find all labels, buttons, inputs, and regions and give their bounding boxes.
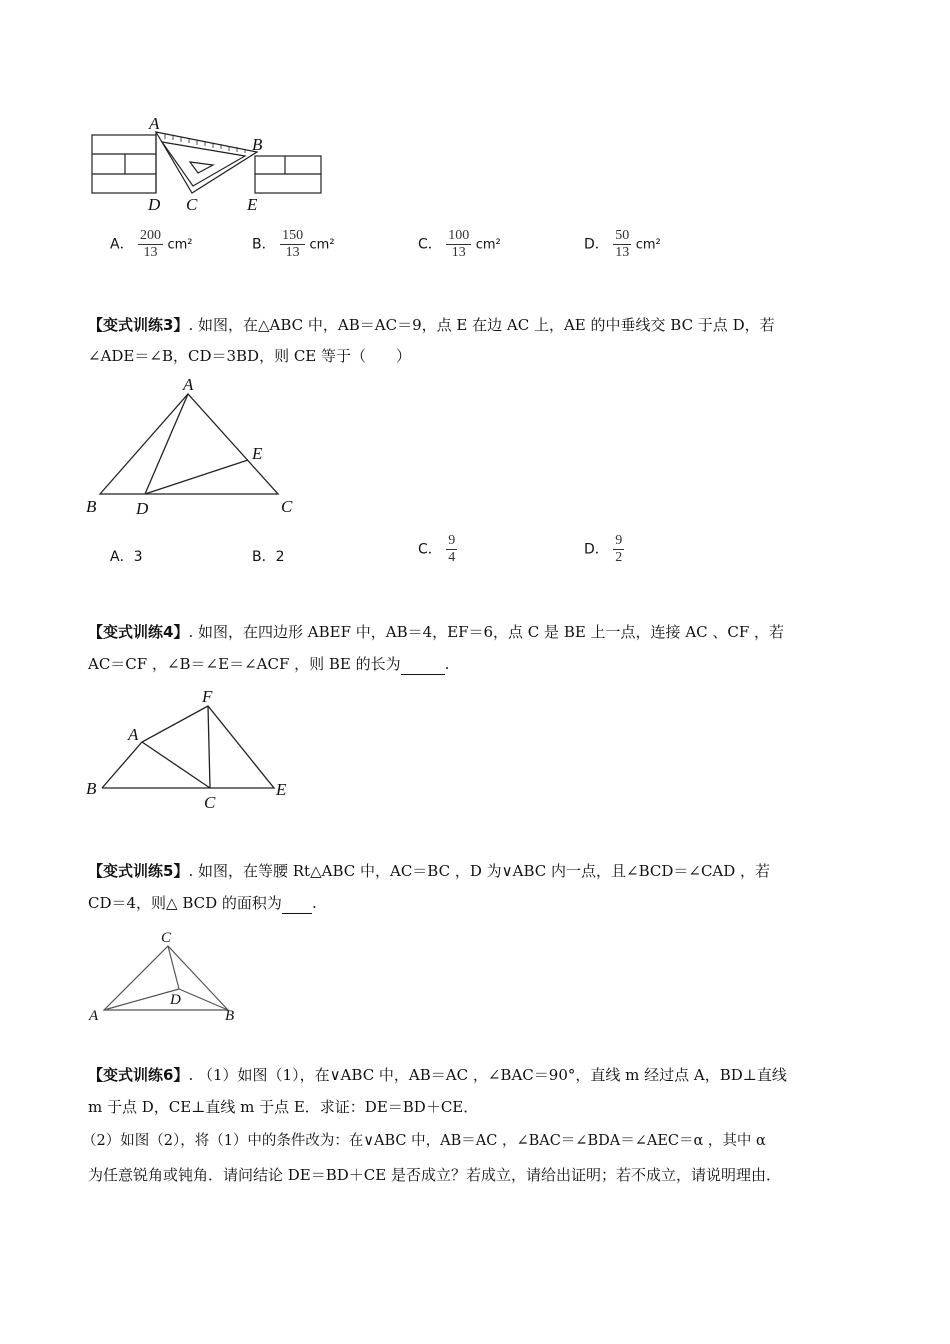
figure-ruler-triangle — [85, 110, 330, 215]
figure-q4-quadrilateral — [80, 682, 305, 814]
q3-label-B: B — [86, 497, 97, 516]
q3-label-E: E — [252, 444, 263, 463]
left-block — [92, 135, 156, 193]
q4-label-F: F — [202, 687, 213, 706]
label-A: A — [149, 114, 160, 133]
label-B: B — [252, 135, 263, 154]
q3-line1: 【变式训练3】. 如图，在△ABC 中，AB＝AC＝9，点 E 在边 AC 上，AE 的中垂线交 BC 于点 D，若 — [88, 316, 775, 334]
q5-label-A: A — [89, 1008, 99, 1024]
label-E: E — [247, 195, 258, 214]
q6-line4: 为任意锐角或钝角．请问结论 DE＝BD＋CE 是否成立？若成立，请给出证明；若不成立，请说明理由． — [88, 1166, 781, 1184]
q2-option-a[interactable]: A． $\frac{200}{13}$ cm² — [110, 228, 193, 260]
q3-label-C: C — [281, 497, 293, 516]
q2-option-b[interactable]: B． $\frac{150}{13}$ cm² — [252, 228, 335, 260]
q5-label-B: B — [225, 1008, 235, 1024]
q6-line3: （2）如图（2），将（1）中的条件改为：在∨ABC 中，AB＝AC ，∠BAC＝∠BDA＝∠AEC＝α ，其中 α — [82, 1133, 766, 1149]
q5-tag: 【变式训练5】 — [88, 862, 189, 880]
q3-line2: ∠ADE＝∠B，CD＝3BD，则 CE 等于（ ） — [88, 347, 412, 365]
q5-line1: 【变式训练5】. 如图，在等腰 Rt△ABC 中，AC＝BC ，D 为∨ABC 内一点，且∠BCD＝∠CAD ，若 — [88, 862, 771, 880]
q3-option-c[interactable]: C． $\frac{9}{4}$ — [418, 533, 456, 565]
q4-tag: 【变式训练4】 — [88, 623, 189, 641]
q6-line1: 【变式训练6】. （1）如图（1），在∨ABC 中，AB＝AC ，∠BAC＝90°，直线 m 经过点 A，BD⊥直线 — [88, 1066, 787, 1084]
figure-q5-triangle — [80, 922, 245, 1027]
q4-label-C: C — [204, 793, 216, 812]
q4-line2: AC＝CF ，∠B＝∠E＝∠ACF ，则 BE 的长为 . — [88, 655, 450, 673]
q3-option-a[interactable]: A．3 — [110, 549, 143, 565]
q5-line2: CD＝4，则△ BCD 的面积为 . — [88, 894, 317, 912]
q4-label-E: E — [276, 780, 287, 799]
q5-answer-blank[interactable] — [282, 897, 312, 914]
q3-option-d[interactable]: D． $\frac{9}{2}$ — [584, 533, 623, 565]
q4-label-A: A — [128, 725, 139, 744]
set-square — [156, 132, 257, 193]
figure-q3-triangle — [80, 372, 305, 522]
q4-line1: 【变式训练4】. 如图，在四边形 ABEF 中，AB＝4，EF＝6，点 C 是 BE 上一点，连接 AC 、CF ，若 — [88, 623, 785, 641]
q3-label-A: A — [183, 375, 194, 394]
q4-label-B: B — [86, 779, 97, 798]
q2-option-c[interactable]: C． $\frac{100}{13}$ cm² — [418, 228, 501, 260]
q5-label-C: C — [161, 930, 172, 946]
q6-tag: 【变式训练6】 — [88, 1066, 189, 1084]
label-D: D — [148, 195, 161, 214]
q4-answer-blank[interactable] — [401, 658, 445, 675]
q2-option-d[interactable]: D． $\frac{50}{13}$ cm² — [584, 228, 661, 260]
label-C: C — [186, 195, 198, 214]
q6-line2: m 于点 D，CE⊥直线 m 于点 E．求证：DE＝BD＋CE． — [88, 1098, 479, 1116]
q3-option-b[interactable]: B．2 — [252, 549, 285, 565]
q3-tag: 【变式训练3】 — [88, 316, 189, 334]
q3-label-D: D — [136, 499, 149, 518]
q5-label-D: D — [170, 992, 181, 1008]
